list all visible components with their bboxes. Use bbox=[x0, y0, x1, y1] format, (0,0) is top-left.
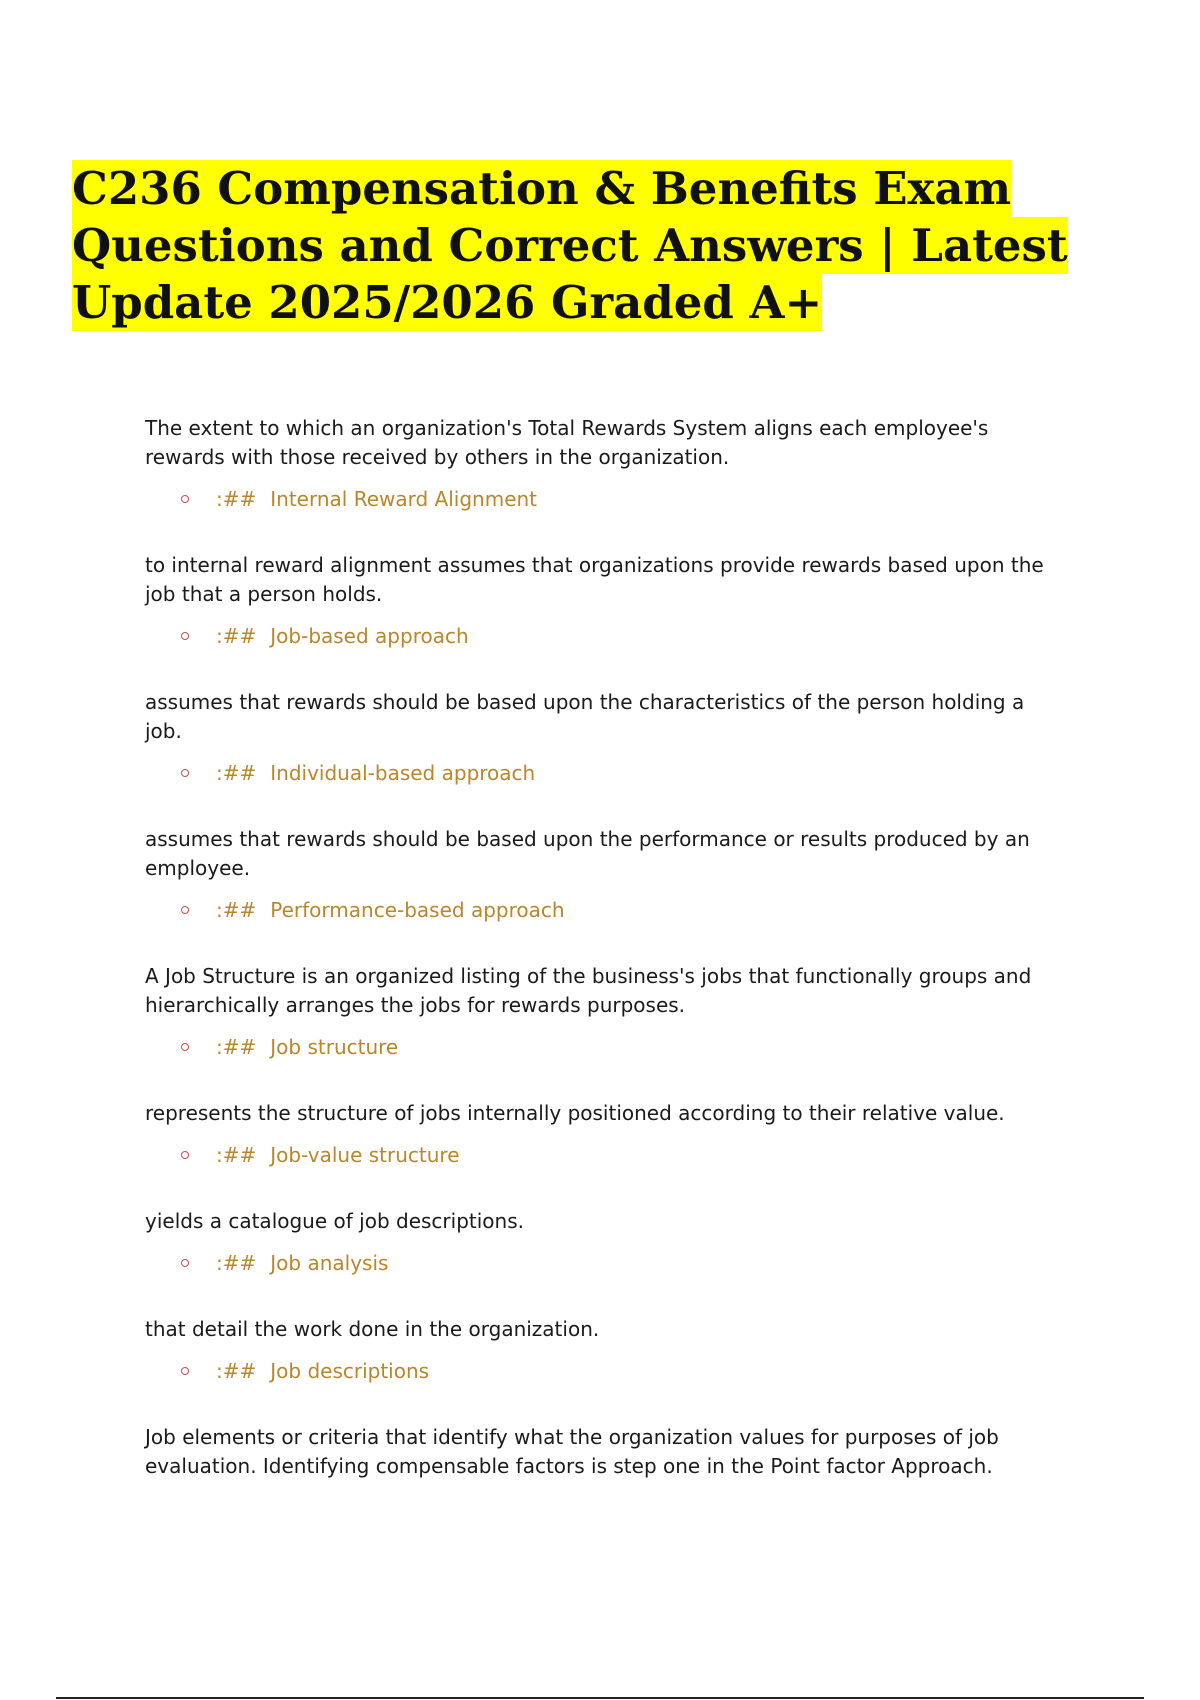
qa-item bbox=[145, 688, 1045, 788]
circle-bullet-icon bbox=[181, 632, 189, 640]
circle-bullet-icon bbox=[181, 1367, 189, 1375]
qa-item bbox=[145, 1423, 1045, 1481]
qa-item bbox=[145, 1207, 1045, 1278]
answer-text: Job descriptions bbox=[270, 1359, 430, 1383]
question-text: represents the structure of jobs internally positioned according to their relative value. bbox=[145, 1101, 1005, 1125]
answer-row bbox=[181, 758, 1045, 788]
question-text: A Job Structure is an organized listing of the business's jobs that functionally groups and hierarchically arranges the jobs for rewards purposes. bbox=[145, 964, 1032, 1017]
circle-bullet-icon bbox=[181, 1043, 189, 1051]
circle-bullet-icon bbox=[181, 495, 189, 503]
answer-text: Job-based approach bbox=[270, 624, 469, 648]
answer-row bbox=[181, 895, 1045, 925]
answer-row bbox=[181, 1248, 1045, 1278]
qa-item bbox=[145, 1099, 1045, 1170]
title-block bbox=[72, 160, 1172, 331]
answer-text: Job-value structure bbox=[270, 1143, 460, 1167]
answer-prefix: :## bbox=[216, 761, 257, 785]
answer-prefix: :## bbox=[216, 624, 257, 648]
question-text: Job elements or criteria that identify what the organization values for purposes of job evaluation. Identifying compensable factors is step one in the Point factor Approach. bbox=[145, 1425, 999, 1478]
qa-item bbox=[145, 962, 1045, 1062]
answer-prefix: :## bbox=[216, 1143, 257, 1167]
qa-item bbox=[145, 825, 1045, 925]
answer-text: Job analysis bbox=[270, 1251, 389, 1275]
answer-row bbox=[181, 1140, 1045, 1170]
answer-row bbox=[181, 484, 1045, 514]
question-text: that detail the work done in the organization. bbox=[145, 1317, 600, 1341]
answer-row bbox=[181, 621, 1045, 651]
qa-item bbox=[145, 1315, 1045, 1386]
answer-prefix: :## bbox=[216, 1035, 257, 1059]
question-text: yields a catalogue of job descriptions. bbox=[145, 1209, 524, 1233]
answer-prefix: :## bbox=[216, 1251, 257, 1275]
circle-bullet-icon bbox=[181, 1259, 189, 1267]
answer-text: Performance-based approach bbox=[270, 898, 565, 922]
qa-list bbox=[145, 414, 1045, 1481]
circle-bullet-icon bbox=[181, 1151, 189, 1159]
document-title-text: C236 Compensation & Benefits Exam Questions and Correct Answers | Latest Update 2025/2026 Graded A+ bbox=[72, 162, 1068, 329]
answer-text: Job structure bbox=[270, 1035, 399, 1059]
question-text: assumes that rewards should be based upon the characteristics of the person holding a job. bbox=[145, 690, 1025, 743]
answer-prefix: :## bbox=[216, 487, 257, 511]
question-text: assumes that rewards should be based upon the performance or results produced by an employee. bbox=[145, 827, 1030, 880]
document-title bbox=[72, 160, 1172, 331]
qa-item bbox=[145, 414, 1045, 514]
answer-prefix: :## bbox=[216, 1359, 257, 1383]
answer-row bbox=[181, 1356, 1045, 1386]
circle-bullet-icon bbox=[181, 769, 189, 777]
footer-divider bbox=[56, 1697, 1144, 1699]
answer-text: Internal Reward Alignment bbox=[270, 487, 538, 511]
answer-row bbox=[181, 1032, 1045, 1062]
circle-bullet-icon bbox=[181, 906, 189, 914]
answer-prefix: :## bbox=[216, 898, 257, 922]
answer-text: Individual-based approach bbox=[270, 761, 536, 785]
question-text: to internal reward alignment assumes that organizations provide rewards based upon the job that a person holds. bbox=[145, 553, 1044, 606]
question-text: The extent to which an organization's Total Rewards System aligns each employee's rewards with those received by others in the organization. bbox=[145, 416, 989, 469]
qa-item bbox=[145, 551, 1045, 651]
